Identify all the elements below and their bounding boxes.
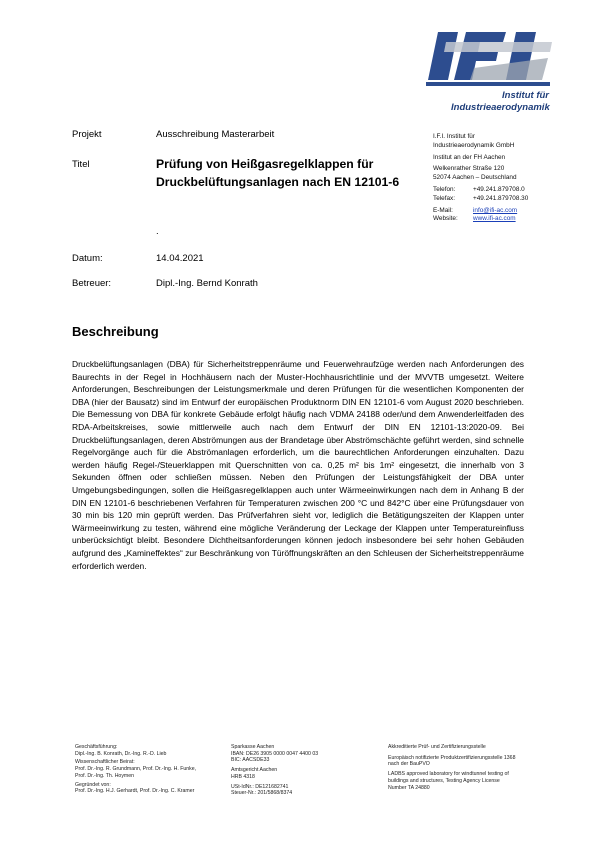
address-block [433,133,573,224]
betreuer-value: Dipl.-Ing. Bernd Konrath [156,278,258,289]
footer-col3-line-2: Europäisch notifizierte Produktzertifizierungsstelle 1368 [388,754,516,761]
footer-col2-line-6: USt-IdNr.: DE121682741 [231,783,289,790]
footer-col2-line-2: IBAN: DE26 3905 0000 0047 4400 03 [231,750,319,757]
footer-col1-line-1: Geschäftsführung: [75,744,118,750]
email-key: E-Mail: [433,206,453,214]
footer-bank [231,744,371,797]
footer-col1-line-6: Gegründet von: [75,781,111,788]
address-line-2: Industrieaerodynamik GmbH [433,141,515,149]
datum-label: Datum: [72,253,103,264]
footer-col3-line-5: buildings and structures, Testing Agency License [388,777,500,784]
telefax-row [433,195,573,204]
telefon-row [433,186,573,195]
logo-line-institut: Institut für [502,90,549,101]
titel-label: Titel [72,159,90,170]
telefax-key: Telefax: [433,194,456,202]
website-key: Website: [433,215,458,223]
footer-col2-line-5: HRB 4318 [231,773,255,780]
footer-col2-line-1: Sparkasse Aachen [231,744,275,750]
titel-line-2: Druckbelüftungsanlagen nach EN 12101-6 [156,175,400,189]
address-line-4: Welkenrather Straße 120 [433,165,505,173]
datum-value: 14.04.2021 [156,253,204,264]
projekt-label: Projekt [72,129,102,140]
footer-col1-line-3: Wissenschaftlicher Beirat: [75,759,135,766]
footer-col1-line-5: Prof. Dr.-Ing. Th. Hoymen [75,772,135,779]
titel-line-1: Prüfung von Heißgasregelklappen für [156,157,374,171]
footer-col3-line-4: LADBS approved laboratory for windtunnel testing of [388,771,509,778]
footer-management [75,744,225,795]
footer-col1-line-7: Prof. Dr.-Ing. H.J. Gerhardt, Prof. Dr.-Ing. C. Kramer [75,788,195,795]
footer-col1-line-4: Prof. Dr.-Ing. R. Grundmann, Prof. Dr.-Ing. H. Funke, [75,766,197,773]
address-line-5: 52074 Aachen – Deutschland [433,174,517,182]
placeholder-dot: . [156,226,159,237]
ifi-logo [424,28,552,116]
telefon-key: Telefon: [433,185,456,193]
logo-line-industrieaerodynamik: Industrieaerodynamik [451,102,550,113]
telefon-value: +49.241.879708.0 [473,185,525,193]
betreuer-label: Betreuer: [72,278,112,289]
ifi-logo-mark [424,28,552,90]
footer-col2-line-3: BIC: AACSDE33 [231,757,270,764]
body-paragraph: Druckbelüftungsanlagen (DBA) für Sicherheitstreppenräume und Feuerwehraufzüge werden nach Anforderungen des Baurechts in der Regel in Hochhäusern nach der Muster-Hochhausrichtlinie und der MVVTB umgesetzt. Weitere Anforderungen, Beschreibungen der Leistungsmerkmale und deren Prüfungen für die wesentlichen Komponenten der DBA (hier der Bausatz) sind im Entwurf der europäischen Produktnorm DIN EN 12101-6 vom August 2020 beschrieben. Die Bemessung von DBA für konkrete Gebäude erfolgt häufig nach VDMA 24188 oder/und dem Anwenderleitfaden des RDA-Arbeitskreises, sowie mittlerweile auch nach dem Entwurf der DIN EN 12101-13:2020-09. Bei Druckbelüftungsanlagen, deren Abströmungen aus der Brandetage über Abströmschächte geführt werden, sind schnelle Regelvorgänge auch für die Abströmanlagen erforderlich, um die baurechtlichen Anforderungen einzuhalten. Dazu werden häufig Regel-/Steuerklappen mit Querschnitten von ca. 0,25 m² bis 1m² eingesetzt, die innerhalb von 3 Sekunden öffnen oder schließen müssen. Neben den Prüfungen der Leistungsfähigkeit der DBA unter Umgebungsbedingungen, sollen die Heißgasregelklappen auch unter Wärmeeinwirkungen nach dem in Anhang B der DIN EN 12101-6 beschriebenen Verfahren für Temperaturen zwischen 200 °C und 842°C über eine Prüfungsdauer von 30 min bis 120 min geprüft werden. Das Prüfverfahren sieht vor, lediglich die Betätigungszeiten der Klappen unter Wärmeeinwirkung zu testen, während eine mögliche Veränderung der Leckage der Klappen unter Temperatureinfluss unberücksichtigt bleibt. Besondere Dichtheitsanforderungen können jedoch insbesondere bei sehr hohen Gebäuden aufgrund des „Kamineffektes“ zur Beschränkung von Türöffnungskräften an den Schleusen der Sicherheitstreppenräume erforderlich werden. [72,359,524,571]
website-link[interactable]: www.ifi-ac.com [473,215,516,223]
footer-col3-line-3: nach der BauPVO [388,761,430,768]
email-row [433,207,573,216]
address-line-1: I.F.I. Institut für [433,133,475,140]
website-row [433,215,573,224]
projekt-value: Ausschreibung Masterarbeit [156,129,275,140]
footer-col2-line-7: Steuer-Nr.: 201/5868/8374 [231,790,293,797]
footer-accreditation [388,744,538,791]
email-link[interactable]: info@ifi-ac.com [473,206,518,214]
footer-col3-line-1: Akkreditierte Prüf- und Zertifizierungsstelle [388,744,486,750]
footer-col3-line-6: Number TA 24880 [388,784,430,791]
telefax-value: +49.241.879708.30 [473,194,529,202]
section-title: Beschreibung [72,324,159,339]
footer-col2-line-4: Amtsgericht Aachen [231,767,278,774]
footer-col1-line-2: Dipl.-Ing. B. Konrath, Dr.-Ing. R.-D. Lieb [75,750,167,757]
address-line-3: Institut an der FH Aachen [433,153,506,161]
